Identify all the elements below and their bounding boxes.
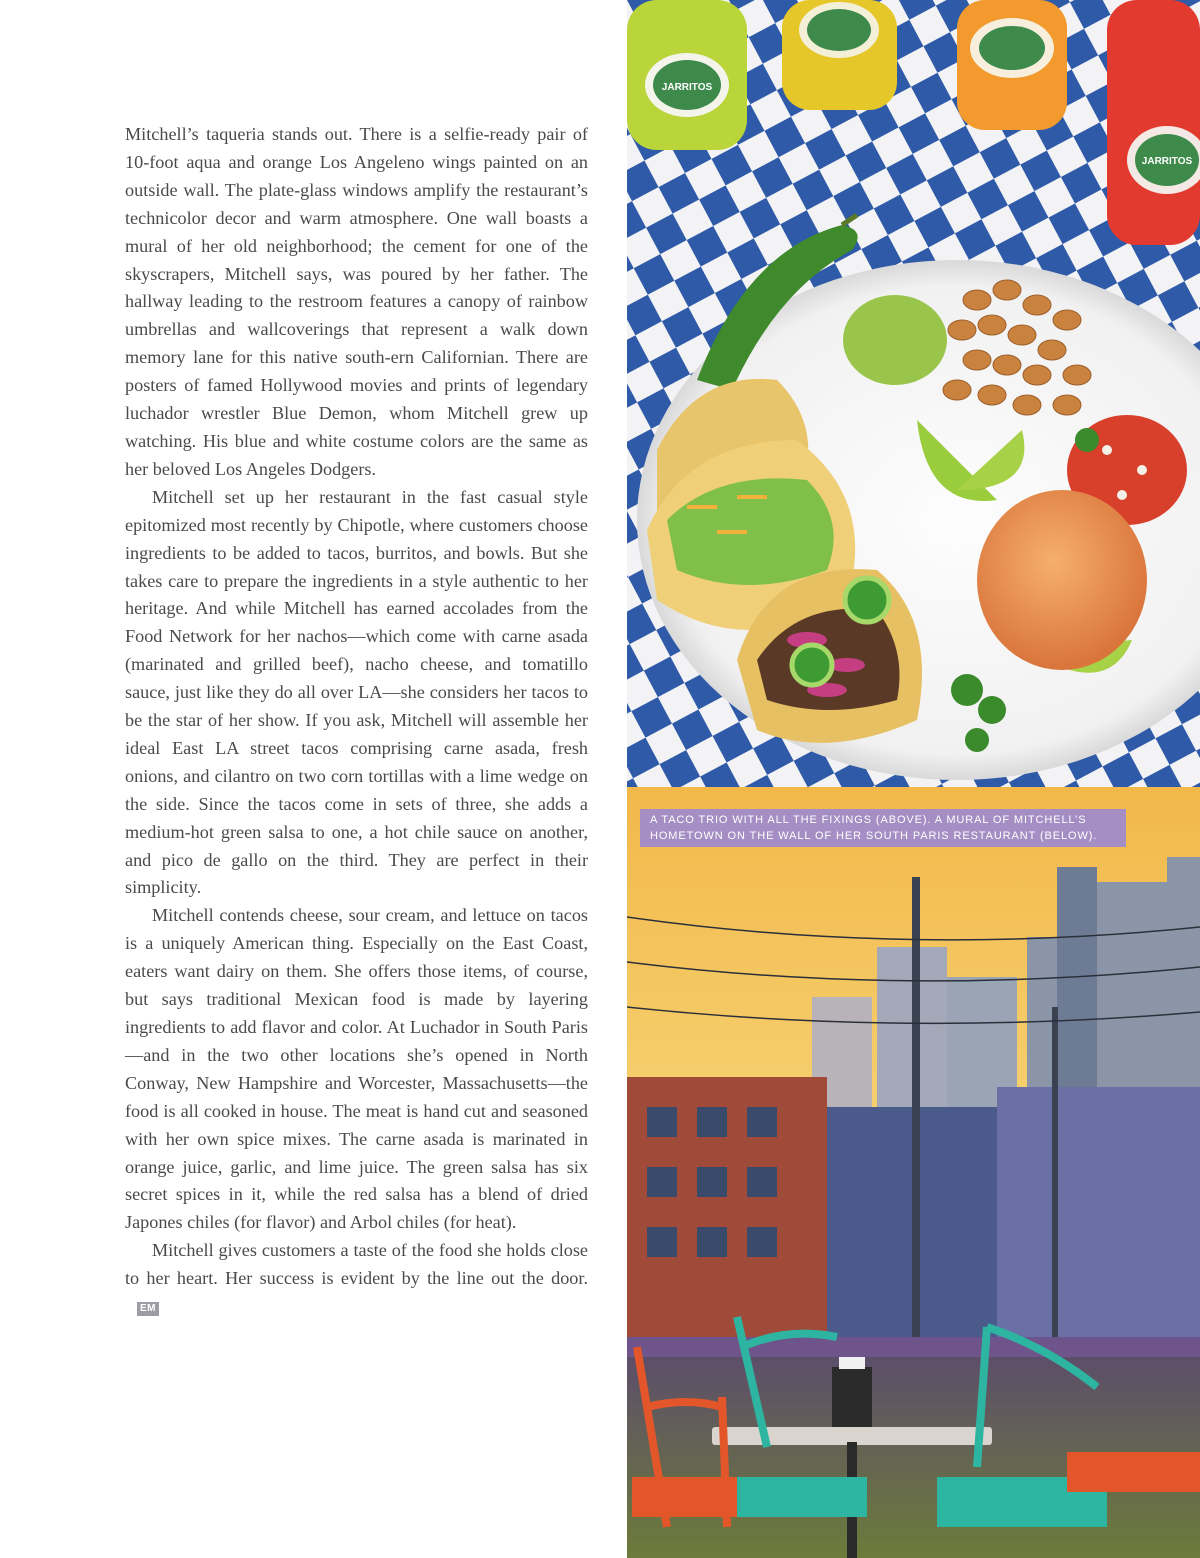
article-paragraph-3: Mitchell contends cheese, sour cream, and lettuce on tacos is a uniquely American thing. Especially on the East Coast, eaters want dairy on them. She offers those items, of course, but says traditional Mexican food is made by layering ingredients to add flavor and color. At Luchador in South Paris—and in the two other locations she’s opened in North Conway, New Hampshire and Worcester, Massachusetts—the food is all cooked in house. The meat is hand cut and seasoned with her own spice mixes. The carne asada is marinated in orange juice, garlic, and lime juice. The green salsa has six secret spices in it, while the red salsa has a blend of dried Japones chiles (for flavor) and Arbol chiles (for heat). [125, 905, 588, 1233]
taco-plate-photo [627, 0, 1200, 787]
bottle-label-1: JARRITOS [661, 82, 713, 93]
photo-caption: A TACO TRIO WITH ALL THE FIXINGS (ABOVE). A MURAL OF MITCHELL’S HOMETOWN ON THE WALL OF HER SOUTH PARIS RESTAURANT (BELOW). [640, 809, 1126, 847]
mural-photo [627, 787, 1200, 1558]
article-paragraph-4-text: Mitchell gives customers a taste of the food she holds close to her heart. Her success is evident by the line out the door. [125, 1240, 588, 1289]
end-mark-logo: EM [137, 1302, 159, 1316]
article-body [125, 121, 588, 1321]
bottle-label-2: JARRITOS [1141, 156, 1193, 167]
article-paragraph-4 [125, 1237, 588, 1321]
article-paragraph-2: Mitchell set up her restaurant in the fast casual style epitomized most recently by Chipotle, where customers choose ingredients to be added to tacos, burritos, and bowls. But she takes care to prepare the ingredients in a style authentic to her heritage. And while Mitchell has earned accolades from the Food Network for her nachos—which come with carne asada (marinated and grilled beef), nacho cheese, and tomatillo sauce, just like they do all over LA—she considers her tacos to be the star of her show. If you ask, Mitchell will assemble her ideal East LA street tacos comprising carne asada, fresh onions, and cilantro on two corn tortillas with a lime wedge on the side. Since the tacos come in sets of three, she adds a medium-hot green salsa to one, a hot chile sauce on another, and pico de gallo on the third. They are perfect in their simplicity. [125, 486, 588, 898]
article-paragraph-1: Mitchell’s taqueria stands out. There is a selfie-ready pair of 10-foot aqua and orange Los Angeleno wings painted on an outside wall. The plate-glass windows amplify the restaurant’s technicolor decor and warm atmosphere. One wall boasts a mural of her old neighborhood; the cement for one of the skyscrapers, Mitchell says, was poured by her father. The hallway leading to the restroom features a canopy of rainbow umbrellas and wallcoverings that represent a walk down memory lane for this native south-ern Californian. There are posters of famed Hollywood movies and prints of legendary luchador wrestler Blue Demon, whom Mitchell grew up watching. His blue and white costume colors are the same as her beloved Los Angeles Dodgers. [125, 124, 588, 479]
